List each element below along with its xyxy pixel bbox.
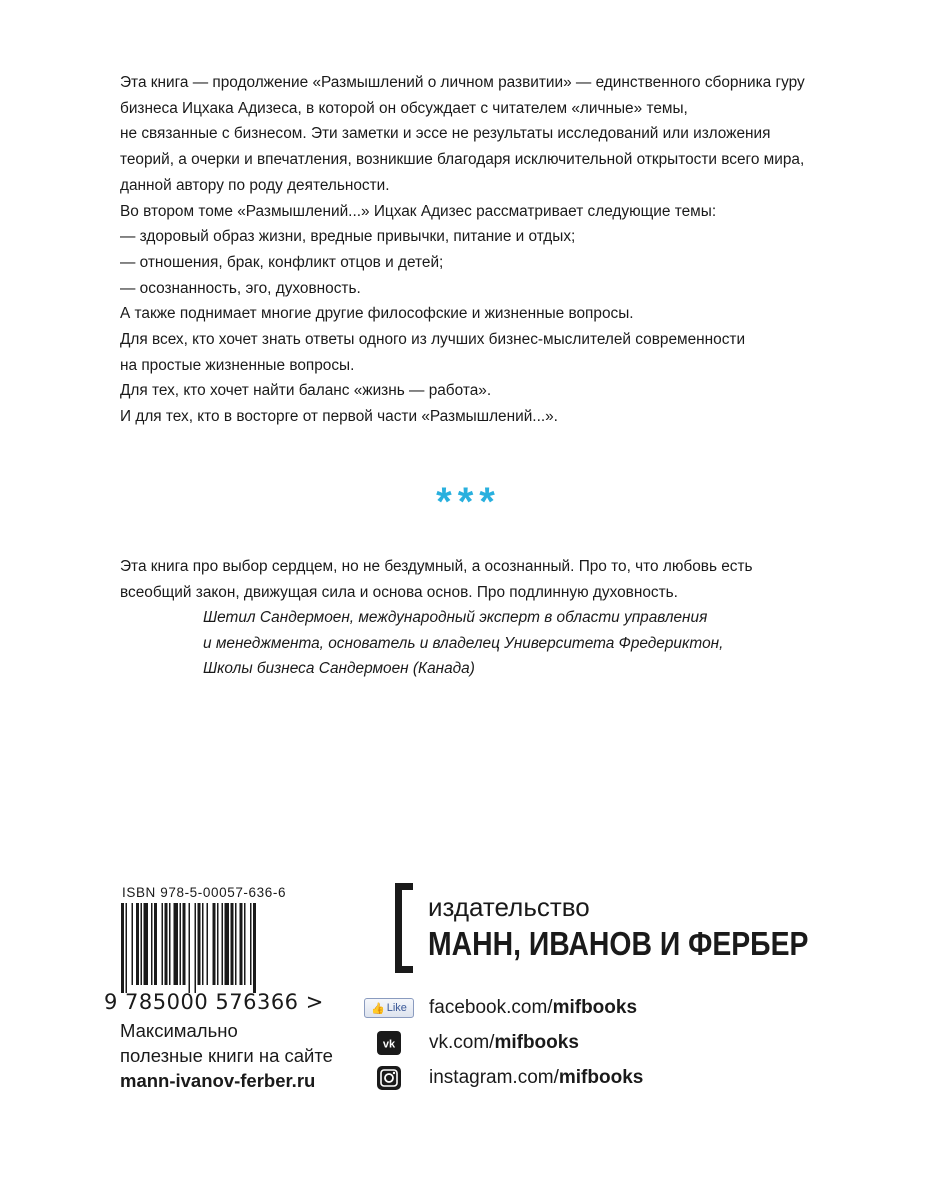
publisher-bracket-logo: [395, 883, 415, 973]
attribution-line: Школы бизнеса Сандермоен (Канада): [203, 660, 475, 678]
site-line: полезные книги на сайте: [120, 1045, 333, 1066]
instagram-icon: [363, 1066, 415, 1090]
description-line: на простые жизненные вопросы.: [120, 356, 355, 374]
publisher-name: МАНН, ИВАНОВ И ФЕРБЕР: [428, 925, 809, 962]
facebook-handle: mifbooks: [552, 997, 638, 1018]
svg-text:vk: vk: [382, 1038, 396, 1051]
facebook-like-icon: 👍 Like: [363, 998, 415, 1018]
quote-line: всеобщий закон, движущая сила и основа основ. Про подлинную духовность.: [120, 583, 678, 601]
vk-prefix: vk.com/: [429, 1032, 495, 1053]
site-url-link[interactable]: mann-ivanov-ferber.ru: [120, 1070, 316, 1091]
vk-handle: mifbooks: [494, 1032, 579, 1053]
description-line: — здоровый образ жизни, вредные привычки, питание и отдых;: [120, 228, 576, 246]
review-quote: [120, 554, 840, 605]
description-line: А также поднимает многие другие философские и жизненные вопросы.: [120, 305, 634, 323]
facebook-link[interactable]: [363, 995, 637, 1021]
description-line: Во втором томе «Размышлений...» Ицхак Адизес рассматривает следующие темы:: [120, 202, 717, 220]
description-line: Эта книга — продолжение «Размышлений о личном развитии» — единственного сборника гуру: [120, 74, 805, 91]
section-separator: ***: [436, 480, 501, 524]
description-line: — осознанность, эго, духовность.: [120, 279, 361, 297]
site-line: Максимально: [120, 1020, 238, 1041]
description-line: Для тех, кто хочет найти баланс «жизнь — работа».: [120, 382, 492, 400]
barcode-image: [121, 903, 303, 993]
attribution-line: Шетил Сандермоен, международный эксперт в области управления: [203, 609, 708, 626]
description-line: данной автору по роду деятельности.: [120, 176, 390, 194]
website-promo: [120, 1018, 333, 1093]
publisher-label: издательство: [428, 892, 590, 922]
description-line: теорий, а очерки и впечатления, возникшие благодаря исключительной открытости всего мира,: [120, 151, 805, 169]
description-line: бизнеса Ицхака Адизеса, в которой он обсуждает с читателем «личные» темы,: [120, 99, 688, 117]
barcode-digits: 9 785000 576366 >: [104, 990, 324, 1014]
vk-link[interactable]: [363, 1030, 579, 1056]
facebook-prefix: facebook.com/: [429, 997, 553, 1018]
attribution-line: и менеджмента, основатель и владелец Университета Фредериктон,: [203, 634, 724, 652]
vk-icon: [363, 1031, 415, 1055]
book-description: [120, 70, 840, 430]
instagram-link[interactable]: [363, 1065, 643, 1091]
description-line: не связанные с бизнесом. Эти заметки и эссе не результаты исследований или изложения: [120, 125, 771, 143]
instagram-handle: mifbooks: [558, 1067, 644, 1088]
quote-line: Эта книга про выбор сердцем, но не бездумный, а осознанный. Про то, что любовь есть: [120, 558, 753, 575]
description-line: И для тех, кто в восторге от первой части «Размышлений...».: [120, 408, 558, 426]
instagram-prefix: instagram.com/: [429, 1067, 559, 1088]
like-label: Like: [386, 1002, 407, 1014]
isbn-number: ISBN 978-5-00057-636-6: [122, 885, 287, 900]
description-line: — отношения, брак, конфликт отцов и детей;: [120, 253, 444, 271]
description-line: Для всех, кто хочет знать ответы одного из лучших бизнес-мыслителей современности: [120, 331, 746, 349]
quote-attribution: [203, 605, 723, 682]
